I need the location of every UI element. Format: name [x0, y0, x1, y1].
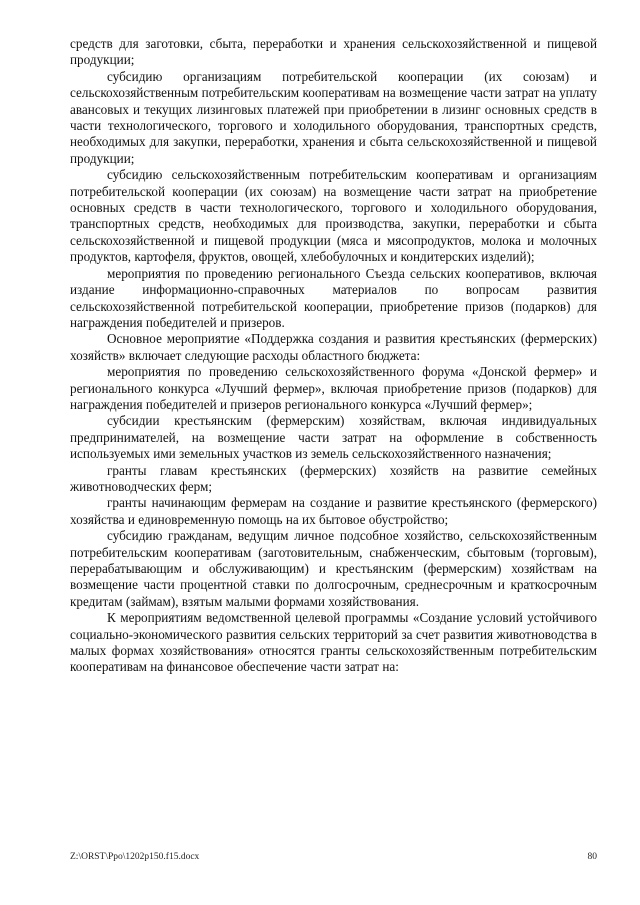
footer-file-path: Z:\ORST\Ppo\1202p150.f15.docx: [70, 852, 200, 862]
paragraph: гранты главам крестьянских (фермерских) хозяйств на развитие семейных животноводческих ферм;: [70, 462, 597, 494]
paragraph: К мероприятиям ведомственной целевой программы «Создание условий устойчивого социально-экономического развития сельских территорий за счет развития животноводства в малых формах хозяйствования» относятся гранты сельскохозяйственным потребительским кооперативам на финансовое обеспечение части затрат на:: [70, 610, 597, 675]
page-number: 80: [587, 852, 597, 862]
page-footer: [70, 852, 597, 862]
document-page: [70, 36, 597, 676]
paragraph: Основное мероприятие «Поддержка создания и развития крестьянских (фермерских) хозяйств» включает следующие расходы областного бюджета:: [70, 331, 597, 363]
paragraph: субсидию организациям потребительской кооперации (их союзам) и сельскохозяйственным потребительским кооперативам на возмещение части затрат на уплату авансовых и текущих лизинговых платежей при приобретении в лизинг основных средств в части технологического, торгового и холодильного оборудования, транспортных средств, необходимых для закупки, переработки, хранения и сбыта сельскохозяйственной и пищевой продукции;: [70, 68, 597, 166]
paragraph: субсидию гражданам, ведущим личное подсобное хозяйство, сельскохозяйственным потребительским кооперативам (заготовительным, снабженческим, сбытовым (торговым), перерабатывающим и обслуживающим) и крестьянским (фермерским) хозяйствам на возмещение части процентной ставки по долгосрочным, среднесрочным и краткосрочным кредитам (займам), взятым малыми формами хозяйствования.: [70, 528, 597, 609]
paragraph: субсидию сельскохозяйственным потребительским кооперативам и организациям потребительской кооперации (их союзам) на возмещение части затрат на приобретение основных средств в части технологического, торгового и холодильного оборудования, транспортных средств, необходимых для производства, закупки, переработки и сбыта сельскохозяйственной и пищевой продукции (мяса и мясопродуктов, молока и молочных продуктов, картофеля, фруктов, овощей, хлебобулочных и кондитерских изделий);: [70, 167, 597, 265]
paragraph: гранты начинающим фермерам на создание и развитие крестьянского (фермерского) хозяйства и единовременную помощь на их бытовое обустройство;: [70, 495, 597, 527]
paragraph: мероприятия по проведению регионального Съезда сельских кооперативов, включая издание информационно-справочных материалов по вопросам развития сельскохозяйственной потребительской кооперации, приобретение призов (подарков) для награждения победителей и призеров.: [70, 265, 597, 330]
paragraph: мероприятия по проведению сельскохозяйственного форума «Донской фермер» и регионального конкурса «Лучший фермер», включая приобретение призов (подарков) для награждения победителей и призеров регионального конкурса «Лучший фермер»;: [70, 364, 597, 412]
paragraph: субсидии крестьянским (фермерским) хозяйствам, включая индивидуальных предпринимателей, на возмещение части затрат на оформление в собственность используемых ими земельных участков из земель сельскохозяйственного назначения;: [70, 413, 597, 462]
paragraph: средств для заготовки, сбыта, переработки и хранения сельскохозяйственной и пищевой продукции;: [70, 36, 597, 68]
